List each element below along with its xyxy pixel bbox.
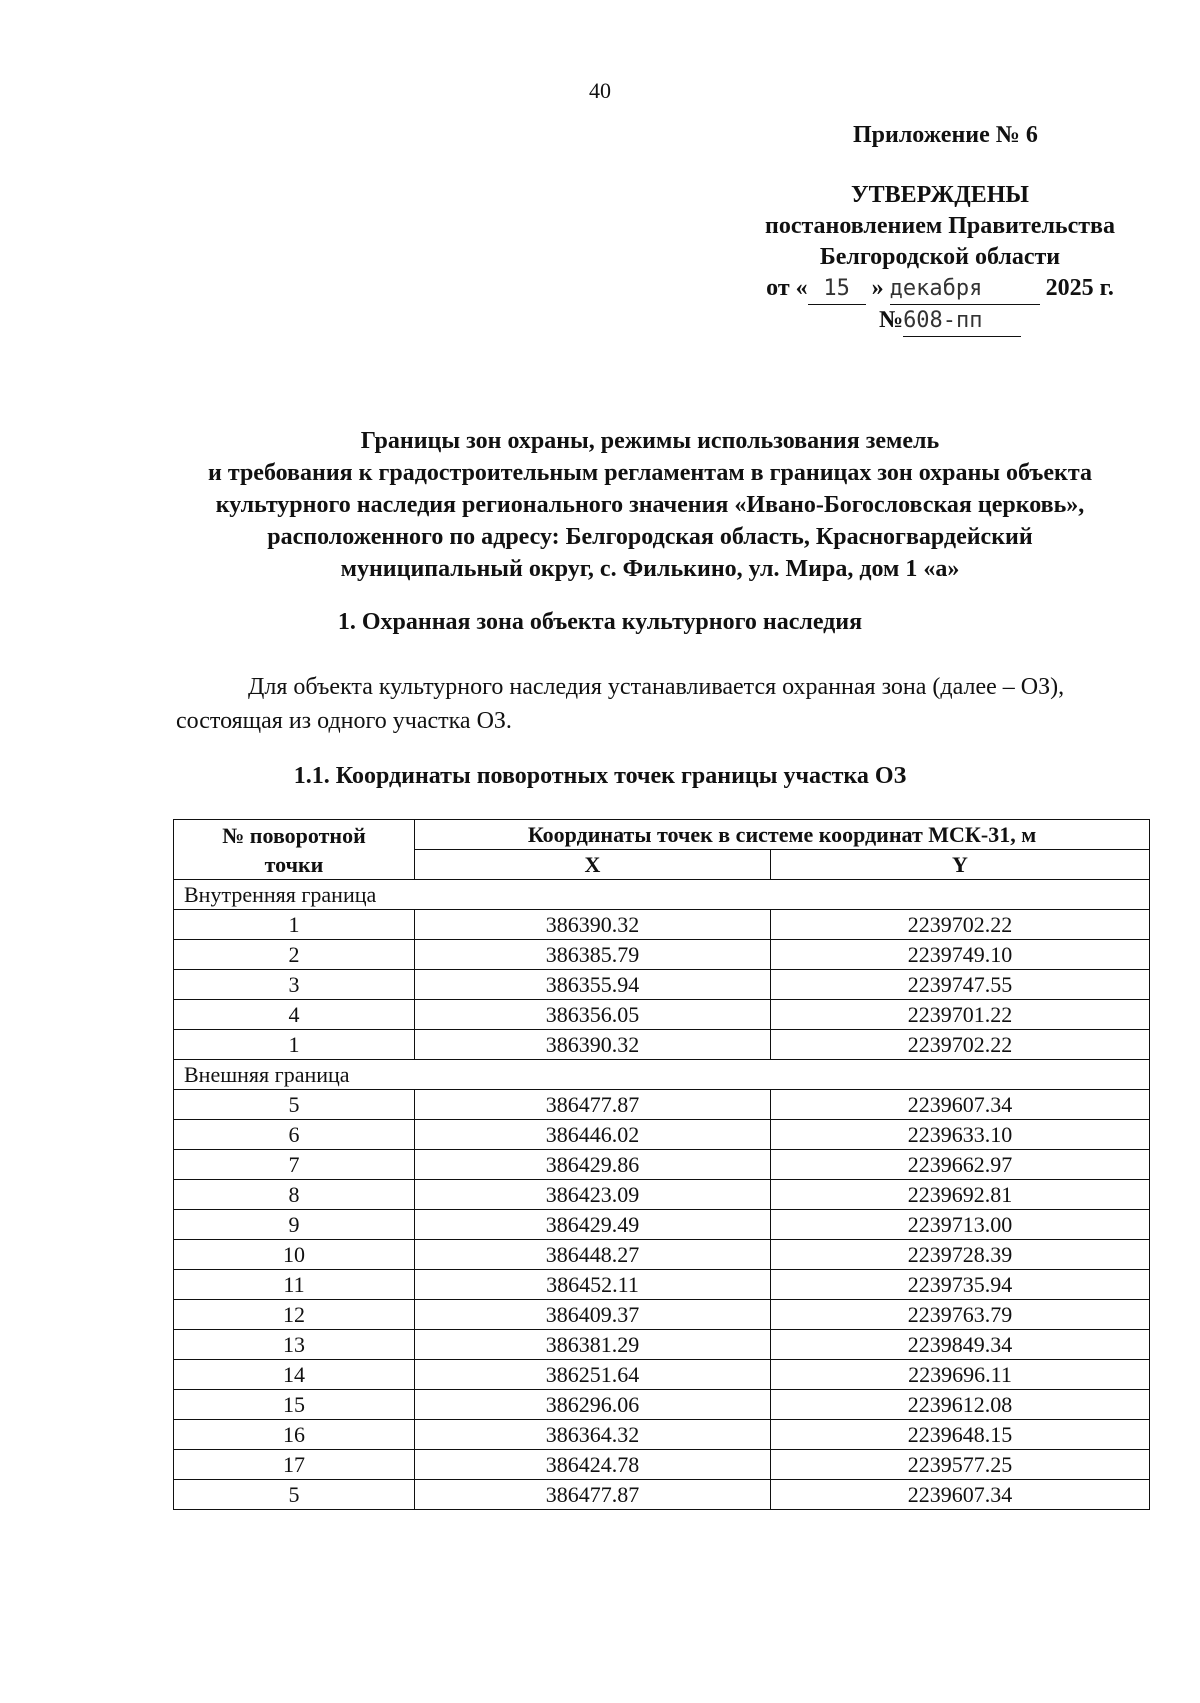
page-number: 40 <box>589 78 611 103</box>
date-mid: » <box>871 275 884 301</box>
body-paragraph: Для объекта культурного наследия устанавливается охранная зона (далее – ОЗ), состоящая из одного участка ОЗ. <box>176 674 1065 734</box>
approval-block <box>730 180 1150 337</box>
point-number-cell: 10 <box>174 1240 415 1270</box>
section-heading: 1. Охранная зона объекта культурного наследия <box>337 609 863 635</box>
group-label: Внутренняя граница <box>174 880 1150 910</box>
y-coordinate-cell: 2239648.15 <box>771 1420 1150 1450</box>
header-point-line-1: № поворотной <box>222 822 366 848</box>
point-number-cell: 2 <box>174 940 415 970</box>
table-row <box>174 1450 1150 1480</box>
header-coordinates: Координаты точек в системе координат МСК-31, м <box>415 820 1150 850</box>
approval-number <box>730 305 1150 337</box>
header-point-line-2: точки <box>264 851 324 877</box>
point-number-cell: 5 <box>174 1480 415 1510</box>
y-coordinate-cell: 2239696.11 <box>771 1360 1150 1390</box>
point-number-cell: 11 <box>174 1270 415 1300</box>
title-line: расположенного по адресу: Белгородская область, Красногвардейский <box>267 524 1033 550</box>
x-coordinate-cell: 386477.87 <box>415 1480 771 1510</box>
point-number-cell: 16 <box>174 1420 415 1450</box>
x-coordinate-cell: 386381.29 <box>415 1330 771 1360</box>
date-prefix: от « <box>766 275 808 301</box>
y-coordinate-cell: 2239577.25 <box>771 1450 1150 1480</box>
point-number-cell: 8 <box>174 1180 415 1210</box>
y-coordinate-cell: 2239701.22 <box>771 1000 1150 1030</box>
document-title <box>140 425 1160 585</box>
date-month: декабря <box>890 273 1040 305</box>
header-y: Y <box>771 850 1150 880</box>
table-row <box>174 1030 1150 1060</box>
group-row <box>174 1060 1150 1090</box>
y-coordinate-cell: 2239607.34 <box>771 1090 1150 1120</box>
x-coordinate-cell: 386446.02 <box>415 1120 771 1150</box>
point-number-cell: 5 <box>174 1090 415 1120</box>
point-number-cell: 3 <box>174 970 415 1000</box>
approval-line-2: Белгородской области <box>819 244 1061 270</box>
approval-line-1: постановлением Правительства <box>764 213 1115 239</box>
table-body <box>174 880 1150 1510</box>
y-coordinate-cell: 2239849.34 <box>771 1330 1150 1360</box>
y-coordinate-cell: 2239749.10 <box>771 940 1150 970</box>
number-prefix: № <box>878 307 904 333</box>
table-row <box>174 1090 1150 1120</box>
point-number-cell: 12 <box>174 1300 415 1330</box>
x-coordinate-cell: 386355.94 <box>415 970 771 1000</box>
table-row <box>174 1180 1150 1210</box>
x-coordinate-cell: 386385.79 <box>415 940 771 970</box>
point-number-cell: 6 <box>174 1120 415 1150</box>
y-coordinate-cell: 2239692.81 <box>771 1180 1150 1210</box>
table-row <box>174 1150 1150 1180</box>
approved-heading: УТВЕРЖДЕНЫ <box>851 182 1029 208</box>
title-line: муниципальный округ, с. Филькино, ул. Мира, дом 1 «а» <box>340 556 960 582</box>
y-coordinate-cell: 2239612.08 <box>771 1390 1150 1420</box>
y-coordinate-cell: 2239747.55 <box>771 970 1150 1000</box>
point-number-cell: 4 <box>174 1000 415 1030</box>
table-row <box>174 910 1150 940</box>
table-row <box>174 1120 1150 1150</box>
x-coordinate-cell: 386477.87 <box>415 1090 771 1120</box>
y-coordinate-cell: 2239713.00 <box>771 1210 1150 1240</box>
header-point-number <box>174 820 415 880</box>
table-row <box>174 1000 1150 1030</box>
y-coordinate-cell: 2239702.22 <box>771 910 1150 940</box>
x-coordinate-cell: 386409.37 <box>415 1300 771 1330</box>
title-line: и требования к градостроительным регламентам в границах зон охраны объекта <box>208 460 1092 486</box>
x-coordinate-cell: 386424.78 <box>415 1450 771 1480</box>
table-caption: 1.1. Координаты поворотных точек границы участка ОЗ <box>293 763 907 789</box>
y-coordinate-cell: 2239728.39 <box>771 1240 1150 1270</box>
group-label: Внешняя граница <box>174 1060 1150 1090</box>
x-coordinate-cell: 386452.11 <box>415 1270 771 1300</box>
table-row <box>174 1360 1150 1390</box>
title-line: Границы зон охраны, режимы использования земель <box>360 428 940 454</box>
y-coordinate-cell: 2239633.10 <box>771 1120 1150 1150</box>
table-row <box>174 1270 1150 1300</box>
x-coordinate-cell: 386429.49 <box>415 1210 771 1240</box>
table-row <box>174 1420 1150 1450</box>
x-coordinate-cell: 386423.09 <box>415 1180 771 1210</box>
point-number-cell: 17 <box>174 1450 415 1480</box>
coordinates-table <box>173 819 1150 1510</box>
x-coordinate-cell: 386429.86 <box>415 1150 771 1180</box>
y-coordinate-cell: 2239662.97 <box>771 1150 1150 1180</box>
header-x: X <box>415 850 771 880</box>
number-value: 608-пп <box>903 305 1021 337</box>
point-number-cell: 15 <box>174 1390 415 1420</box>
point-number-cell: 1 <box>174 1030 415 1060</box>
x-coordinate-cell: 386296.06 <box>415 1390 771 1420</box>
x-coordinate-cell: 386390.32 <box>415 1030 771 1060</box>
appendix-label: Приложение № 6 <box>853 122 1038 148</box>
table-row <box>174 1240 1150 1270</box>
table-row <box>174 970 1150 1000</box>
point-number-cell: 7 <box>174 1150 415 1180</box>
point-number-cell: 1 <box>174 910 415 940</box>
table-row <box>174 1210 1150 1240</box>
table-row <box>174 1330 1150 1360</box>
y-coordinate-cell: 2239607.34 <box>771 1480 1150 1510</box>
group-row <box>174 880 1150 910</box>
x-coordinate-cell: 386356.05 <box>415 1000 771 1030</box>
approval-date <box>730 273 1150 305</box>
point-number-cell: 14 <box>174 1360 415 1390</box>
x-coordinate-cell: 386251.64 <box>415 1360 771 1390</box>
point-number-cell: 9 <box>174 1210 415 1240</box>
y-coordinate-cell: 2239702.22 <box>771 1030 1150 1060</box>
title-line: культурного наследия регионального значения «Ивано-Богословская церковь», <box>215 492 1085 518</box>
x-coordinate-cell: 386448.27 <box>415 1240 771 1270</box>
date-day: 15 <box>808 273 866 305</box>
table-row <box>174 1390 1150 1420</box>
x-coordinate-cell: 386364.32 <box>415 1420 771 1450</box>
date-year: 2025 г. <box>1045 275 1114 301</box>
y-coordinate-cell: 2239763.79 <box>771 1300 1150 1330</box>
y-coordinate-cell: 2239735.94 <box>771 1270 1150 1300</box>
table-row <box>174 1300 1150 1330</box>
x-coordinate-cell: 386390.32 <box>415 910 771 940</box>
table-row <box>174 940 1150 970</box>
point-number-cell: 13 <box>174 1330 415 1360</box>
table-row <box>174 1480 1150 1510</box>
